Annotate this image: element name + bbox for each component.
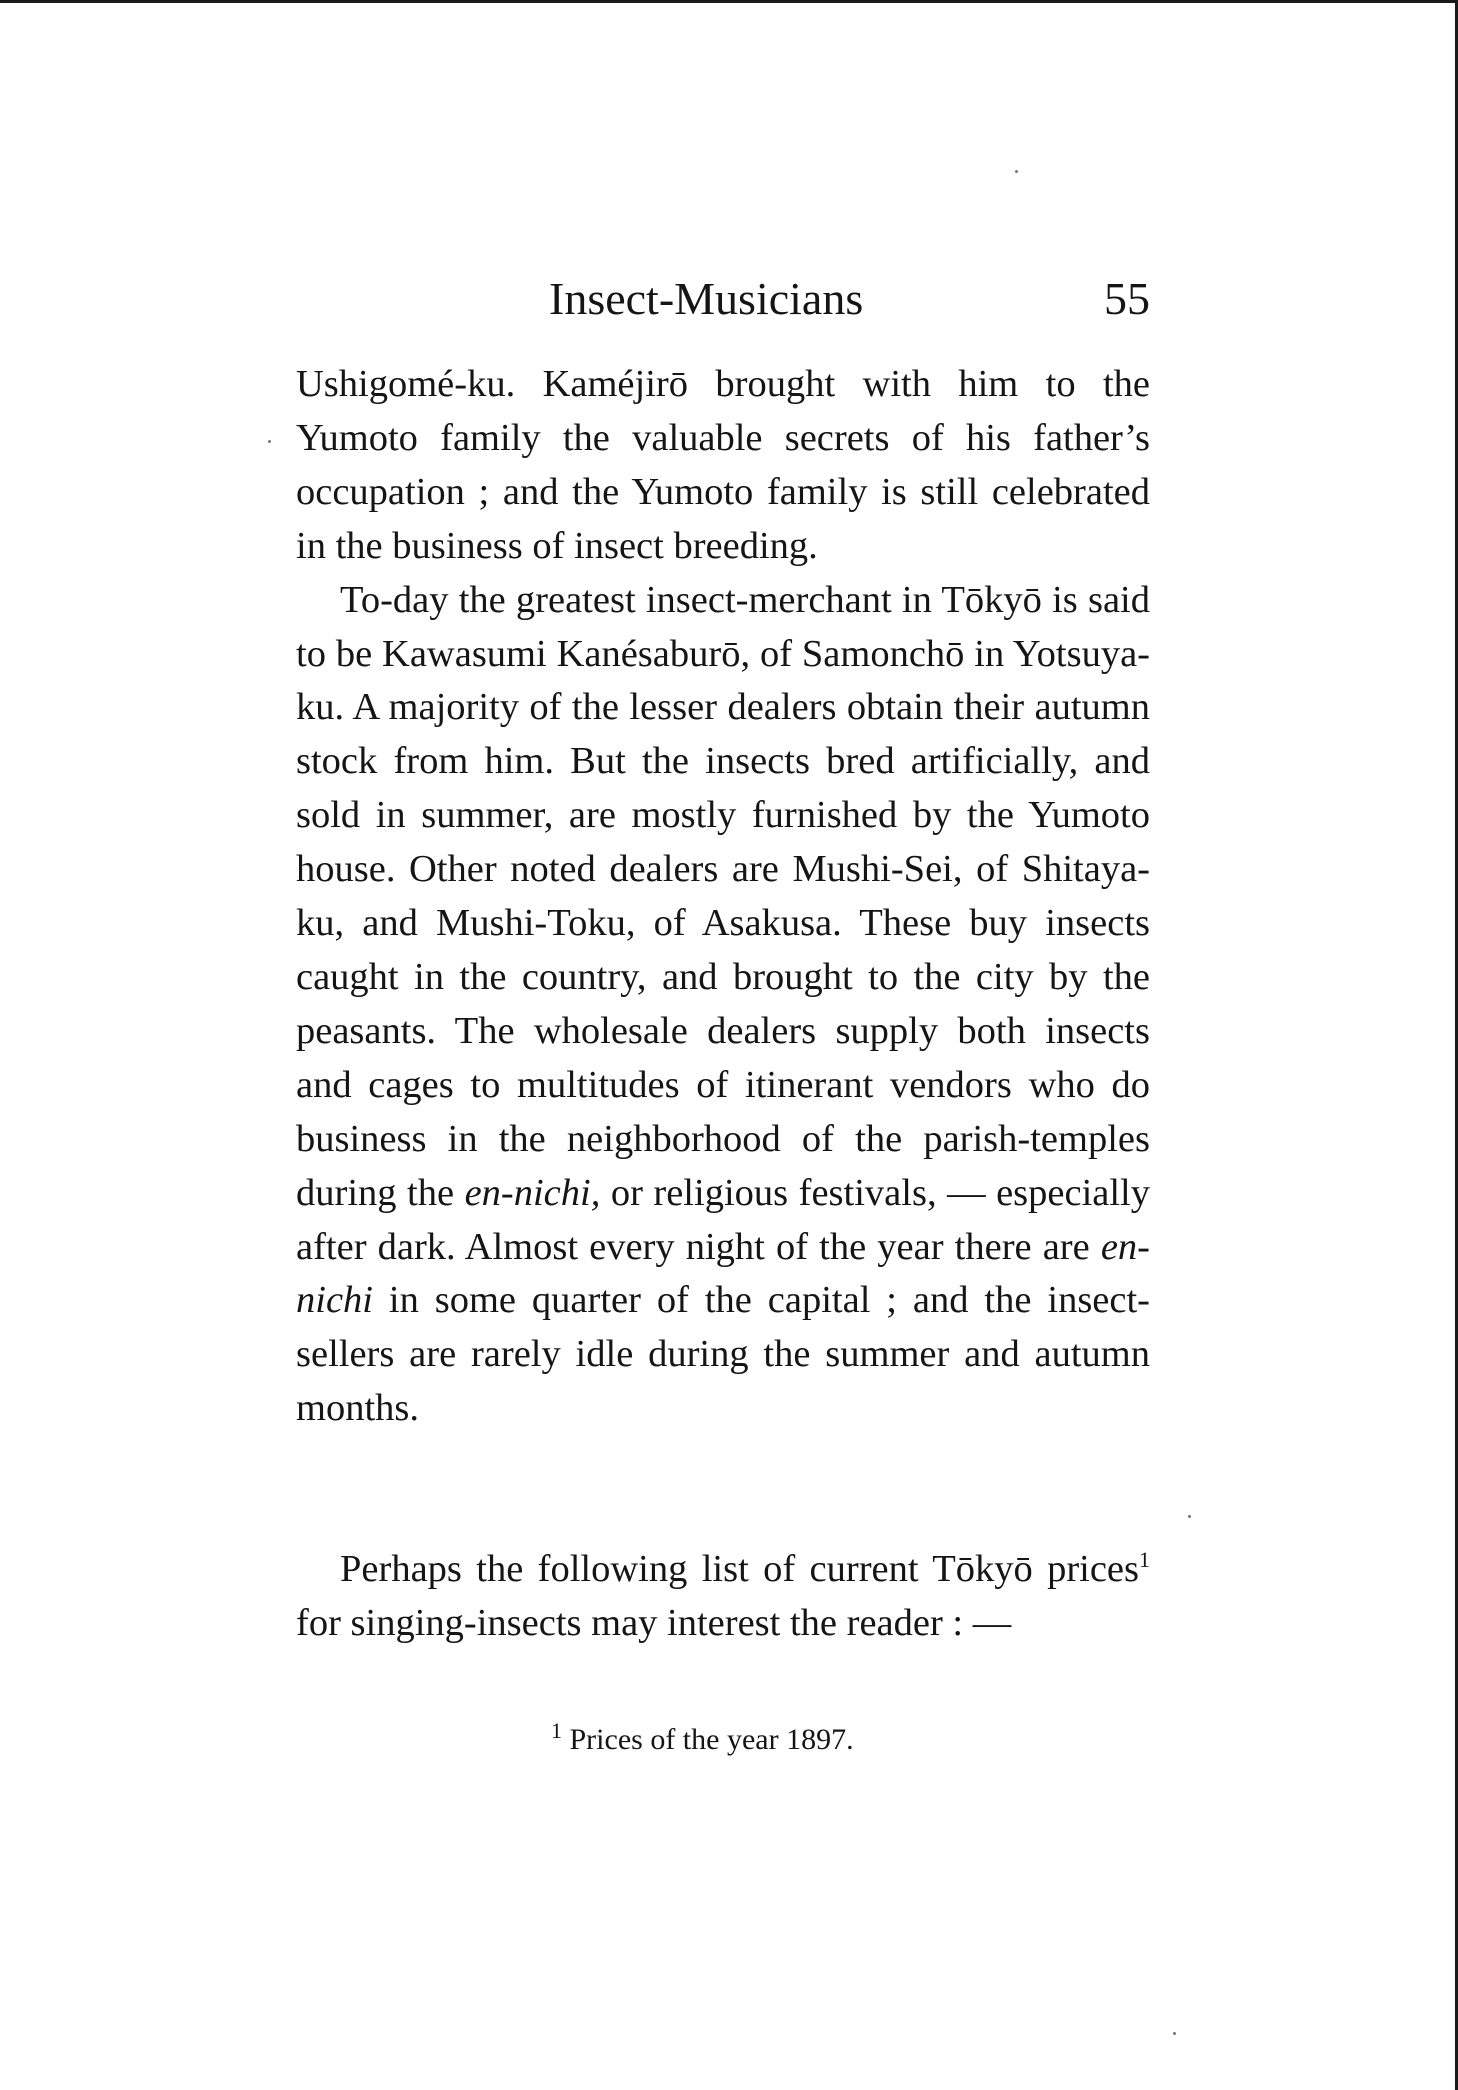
footnote — [551, 1718, 854, 1758]
page-number: 55 — [1104, 273, 1150, 324]
scan-speck — [1173, 2032, 1176, 2035]
paragraph-text: for singing-insects may interest the reader : — — [296, 1601, 1012, 1644]
paragraph — [296, 1543, 1150, 1651]
paragraph-text: in some quarter of the capital ; and the insect-sellers are rarely idle during the summer and autumn months. — [296, 1279, 1150, 1430]
paragraph — [296, 574, 1150, 1437]
paragraph-text: To-day the greatest insect-merchant in Tōkyō is said to be Kawasumi Kanésaburō, of Samonchō in Yotsuya-ku. A majority of the lesser dealers obtain their autumn stock from him. But the insects bred artificially, and sold in summer, are mostly furnished by the Yumoto house. Other noted dealers are Mushi-Sei, of Shitaya-ku, and Mushi-Toku, of Asakusa. These buy insects caught in the country, and brought to the city by the peasants. The wholesale dealers supply both insects and cages to multitudes of itinerant vendors who do business in the neighborhood of the parish-temples during the — [296, 578, 1150, 1214]
footnote-reference: 1 — [1139, 1547, 1150, 1573]
closing-paragraph — [296, 1543, 1150, 1651]
scan-top-edge — [0, 0, 1458, 3]
paragraph-text: or religious festivals, — especially after dark. Almost every night of the year there are — [296, 1171, 1150, 1268]
italic-term: en-nichi, — [464, 1171, 601, 1214]
scan-speck — [1015, 170, 1018, 173]
scan-speck — [1188, 1515, 1191, 1518]
running-title: Insect-Musicians — [549, 273, 864, 324]
scan-speck — [268, 440, 271, 443]
paragraph-text: Perhaps the following list of current Tōkyō prices — [340, 1548, 1139, 1590]
paragraph: Ushigomé-ku. Kaméjirō brought with him to the Yumoto family the valuable secrets of his father’s occupation ; and the Yumoto family is still celebrated in the business of insect breeding. — [296, 363, 1150, 567]
body-text — [296, 358, 1150, 1436]
italic-term: en-nichi — [296, 1225, 1150, 1322]
footnote-mark: 1 — [551, 1718, 562, 1743]
running-head — [296, 272, 1150, 332]
footnote-text: Prices of the year 1897. — [562, 1723, 854, 1756]
